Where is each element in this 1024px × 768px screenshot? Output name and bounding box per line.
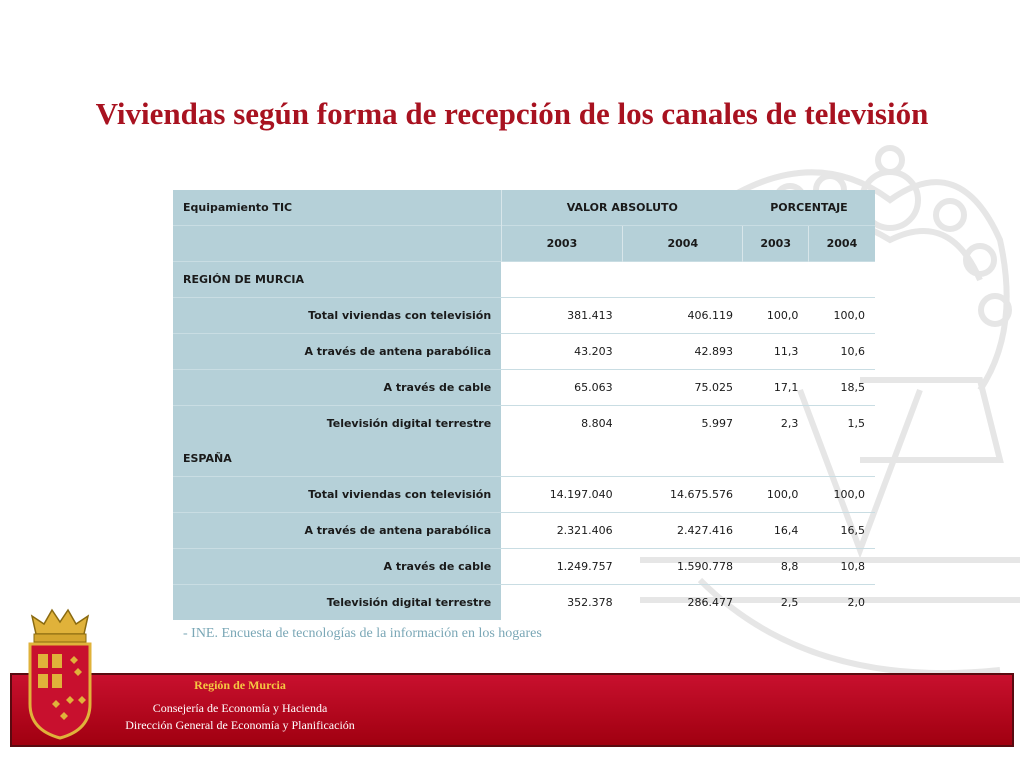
cell-value: 14.675.576 — [623, 477, 743, 513]
table-row — [173, 513, 875, 549]
row-label: Total viviendas con televisión — [173, 477, 501, 513]
cell-value: 8,8 — [743, 549, 808, 585]
row-label: Total viviendas con televisión — [173, 298, 501, 334]
cell-value: 2,5 — [743, 585, 808, 621]
footer-region: Región de Murcia — [194, 678, 286, 692]
section-row — [173, 262, 875, 298]
cell-value: 100,0 — [808, 477, 875, 513]
row-label: Televisión digital terrestre — [173, 406, 501, 442]
row-label: A través de antena parabólica — [173, 513, 501, 549]
footer-text — [100, 678, 380, 734]
cell-value: 406.119 — [623, 298, 743, 334]
cell-value: 43.203 — [501, 334, 622, 370]
cell-value: 100,0 — [743, 298, 808, 334]
cell-value: 16,4 — [743, 513, 808, 549]
page-title: Viviendas según forma de recepción de los canales de televisión — [95, 96, 929, 131]
cell-value: 42.893 — [623, 334, 743, 370]
cell-value: 2,0 — [808, 585, 875, 621]
footer-line-2: Dirección General de Economía y Planificación — [125, 718, 355, 732]
cell-value: 381.413 — [501, 298, 622, 334]
cell-value: 1,5 — [808, 406, 875, 442]
row-label: A través de cable — [173, 549, 501, 585]
header-porcentaje: PORCENTAJE — [743, 190, 875, 226]
year-header: 2004 — [623, 226, 743, 262]
cell-value: 11,3 — [743, 334, 808, 370]
cell-value: 8.804 — [501, 406, 622, 442]
row-label: A través de cable — [173, 370, 501, 406]
row-label: Televisión digital terrestre — [173, 585, 501, 621]
table-row — [173, 370, 875, 406]
tic-table — [173, 190, 875, 620]
header-label: Equipamiento TIC — [173, 190, 501, 226]
cell-value: 10,6 — [808, 334, 875, 370]
footer-line-1: Consejería de Economía y Hacienda — [152, 701, 328, 715]
murcia-crest-icon — [22, 604, 98, 742]
section-row — [173, 441, 875, 477]
cell-value: 5.997 — [623, 406, 743, 442]
cell-value: 14.197.040 — [501, 477, 622, 513]
header-row-groups — [173, 190, 875, 226]
table-row — [173, 549, 875, 585]
cell-value: 18,5 — [808, 370, 875, 406]
table-row — [173, 477, 875, 513]
year-header: 2003 — [501, 226, 622, 262]
cell-value: 10,8 — [808, 549, 875, 585]
cell-value: 1.590.778 — [623, 549, 743, 585]
header-empty — [173, 226, 501, 262]
cell-value: 65.063 — [501, 370, 622, 406]
cell-value: 286.477 — [623, 585, 743, 621]
table-row — [173, 298, 875, 334]
cell-value: 1.249.757 — [501, 549, 622, 585]
row-label: A través de antena parabólica — [173, 334, 501, 370]
year-header: 2004 — [808, 226, 875, 262]
year-header: 2003 — [743, 226, 808, 262]
source-note: - INE. Encuesta de tecnologías de la información en los hogares — [183, 626, 542, 641]
cell-value: 100,0 — [808, 298, 875, 334]
cell-value: 352.378 — [501, 585, 622, 621]
table-row — [173, 334, 875, 370]
cell-value: 17,1 — [743, 370, 808, 406]
section-label: REGIÓN DE MURCIA — [173, 262, 501, 298]
cell-value: 2.321.406 — [501, 513, 622, 549]
table-row — [173, 406, 875, 442]
table-row — [173, 585, 875, 621]
cell-value: 75.025 — [623, 370, 743, 406]
cell-value: 2.427.416 — [623, 513, 743, 549]
cell-value: 2,3 — [743, 406, 808, 442]
section-label: ESPAÑA — [173, 441, 501, 477]
header-valor-absoluto: VALOR ABSOLUTO — [501, 190, 743, 226]
header-row-years — [173, 226, 875, 262]
cell-value: 16,5 — [808, 513, 875, 549]
cell-value: 100,0 — [743, 477, 808, 513]
